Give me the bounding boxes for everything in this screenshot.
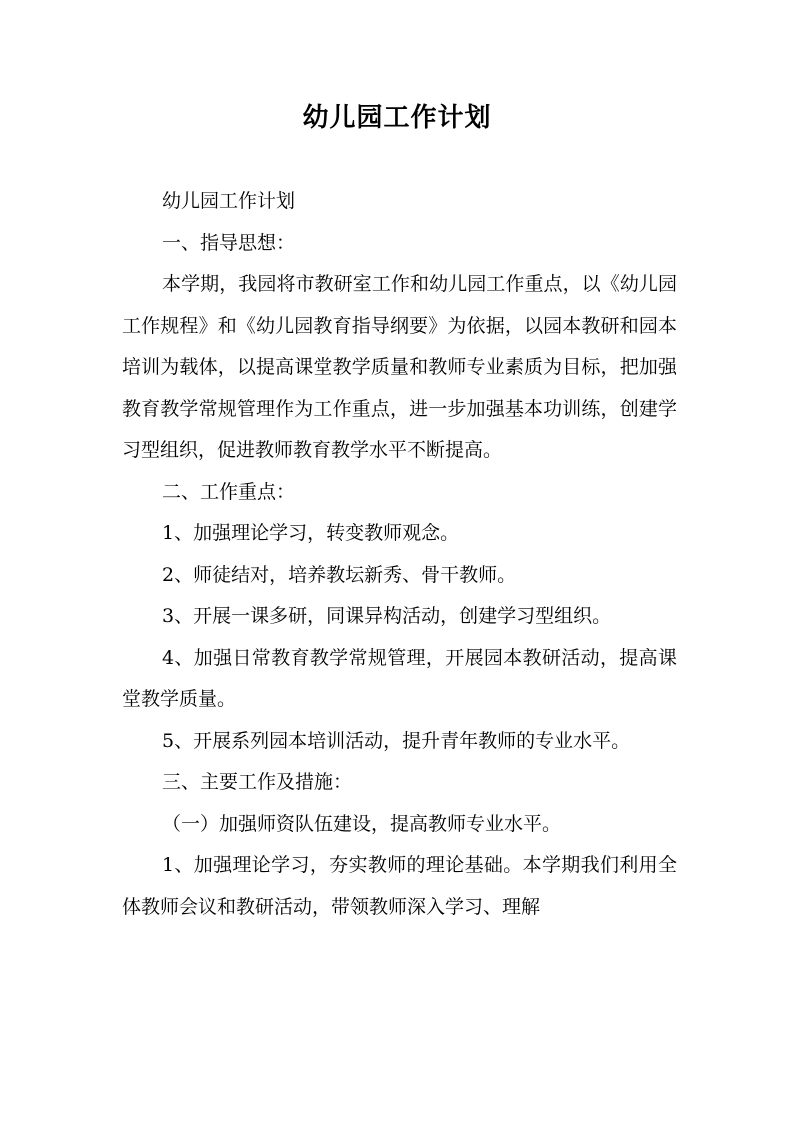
list-item-focus-3: 3、开展一课多研，同课异构活动，创建学习型组织。 [162,605,612,627]
section-heading-main-work: 三、主要工作及措施： [162,771,353,793]
list-item-focus-5: 5、开展系列园本培训活动，提升青年教师的专业水平。 [162,729,631,752]
list-item-focus-1: 1、加强理论学习，转变教师观念。 [162,522,460,544]
document-body [122,181,677,928]
document-title: 幼儿园工作计划 [302,103,492,133]
section-heading-guiding-ideology: 一、指导思想： [162,231,296,254]
list-item-focus-2: 2、师徒结对，培养教坛新秀、骨干教师。 [162,563,517,586]
list-item-focus-4: 4、加强日常教育教学常规管理，开展园本教研活动，提高课堂教学质量。 [122,646,677,710]
subsection-heading-teacher-team: （一）加强师资队伍建设，提高教师专业水平。 [162,812,562,835]
paragraph-subtitle: 幼儿园工作计划 [162,190,296,212]
section-heading-work-focus: 二、工作重点： [162,480,296,503]
paragraph-guiding-ideology: 本学期，我园将市教研室工作和幼儿园工作重点，以《幼儿园工作规程》和《幼儿园教育指导纲要》为依据，以园本教研和园本培训为载体，以提高课堂教学质量和教师专业素质为目标，把加强教育教学常规管理作为工作重点，进一步加强基本功训练，创建学习型组织，促进教师教育教学水平不断提高。 [122,273,677,461]
paragraph-theory-study: 1、加强理论学习，夯实教师的理论基础。本学期我们利用全体教师会议和教研活动，带领教师深入学习、理解 [122,854,677,918]
